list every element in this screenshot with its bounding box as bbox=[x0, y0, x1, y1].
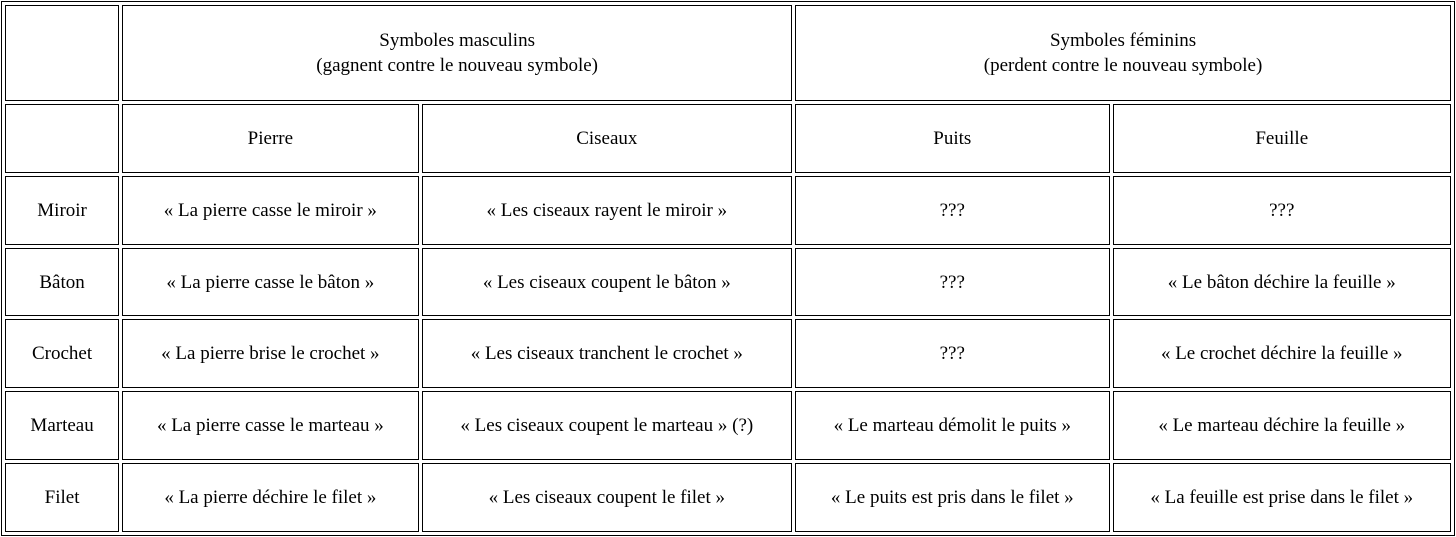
table-cell: « Les ciseaux tranchent le crochet » bbox=[422, 319, 793, 388]
table-cell: ??? bbox=[795, 248, 1109, 317]
table-cell: « Le marteau déchire la feuille » bbox=[1113, 391, 1452, 460]
corner-cell-sub bbox=[5, 104, 119, 173]
table-row-marteau bbox=[5, 391, 1451, 460]
table-row-crochet bbox=[5, 319, 1451, 388]
row-label-crochet: Crochet bbox=[5, 319, 119, 388]
table-cell: ??? bbox=[795, 319, 1109, 388]
row-label-filet: Filet bbox=[5, 463, 119, 532]
column-header-puits: Puits bbox=[795, 104, 1109, 173]
group-header-row bbox=[5, 5, 1451, 101]
table-cell: « La pierre casse le miroir » bbox=[122, 176, 418, 245]
table-cell: « La feuille est prise dans le filet » bbox=[1113, 463, 1452, 532]
column-header-feuille: Feuille bbox=[1113, 104, 1452, 173]
row-label-baton: Bâton bbox=[5, 248, 119, 317]
table-cell: « Les ciseaux coupent le marteau » (?) bbox=[422, 391, 793, 460]
column-header-pierre: Pierre bbox=[122, 104, 418, 173]
column-header-ciseaux: Ciseaux bbox=[422, 104, 793, 173]
group-header-masculine-title: Symboles masculins bbox=[379, 29, 535, 51]
table-cell: « Le puits est pris dans le filet » bbox=[795, 463, 1109, 532]
group-header-masculine-subtitle: (gagnent contre le nouveau symbole) bbox=[316, 54, 598, 76]
column-header-row bbox=[5, 104, 1451, 173]
group-header-feminine bbox=[795, 5, 1451, 101]
group-header-feminine-subtitle: (perdent contre le nouveau symbole) bbox=[983, 54, 1263, 76]
table-cell: « Les ciseaux coupent le bâton » bbox=[422, 248, 793, 317]
row-label-marteau: Marteau bbox=[5, 391, 119, 460]
row-label-miroir: Miroir bbox=[5, 176, 119, 245]
table-row-filet bbox=[5, 463, 1451, 532]
table-cell: « Le bâton déchire la feuille » bbox=[1113, 248, 1452, 317]
table-cell: « La pierre brise le crochet » bbox=[122, 319, 418, 388]
table-cell: ??? bbox=[1113, 176, 1452, 245]
table-cell: « Les ciseaux coupent le filet » bbox=[422, 463, 793, 532]
table-cell: « La pierre casse le bâton » bbox=[122, 248, 418, 317]
table-cell: « La pierre déchire le filet » bbox=[122, 463, 418, 532]
group-header-feminine-title: Symboles féminins bbox=[1049, 29, 1197, 51]
table-cell: « La pierre casse le marteau » bbox=[122, 391, 418, 460]
group-header-masculine bbox=[122, 5, 792, 101]
corner-cell-top bbox=[5, 5, 119, 101]
symbol-table bbox=[1, 1, 1455, 536]
table-cell: « Les ciseaux rayent le miroir » bbox=[422, 176, 793, 245]
table-row-baton bbox=[5, 248, 1451, 317]
table-cell: ??? bbox=[795, 176, 1109, 245]
table-row-miroir bbox=[5, 176, 1451, 245]
table-cell: « Le crochet déchire la feuille » bbox=[1113, 319, 1452, 388]
table-cell: « Le marteau démolit le puits » bbox=[795, 391, 1109, 460]
